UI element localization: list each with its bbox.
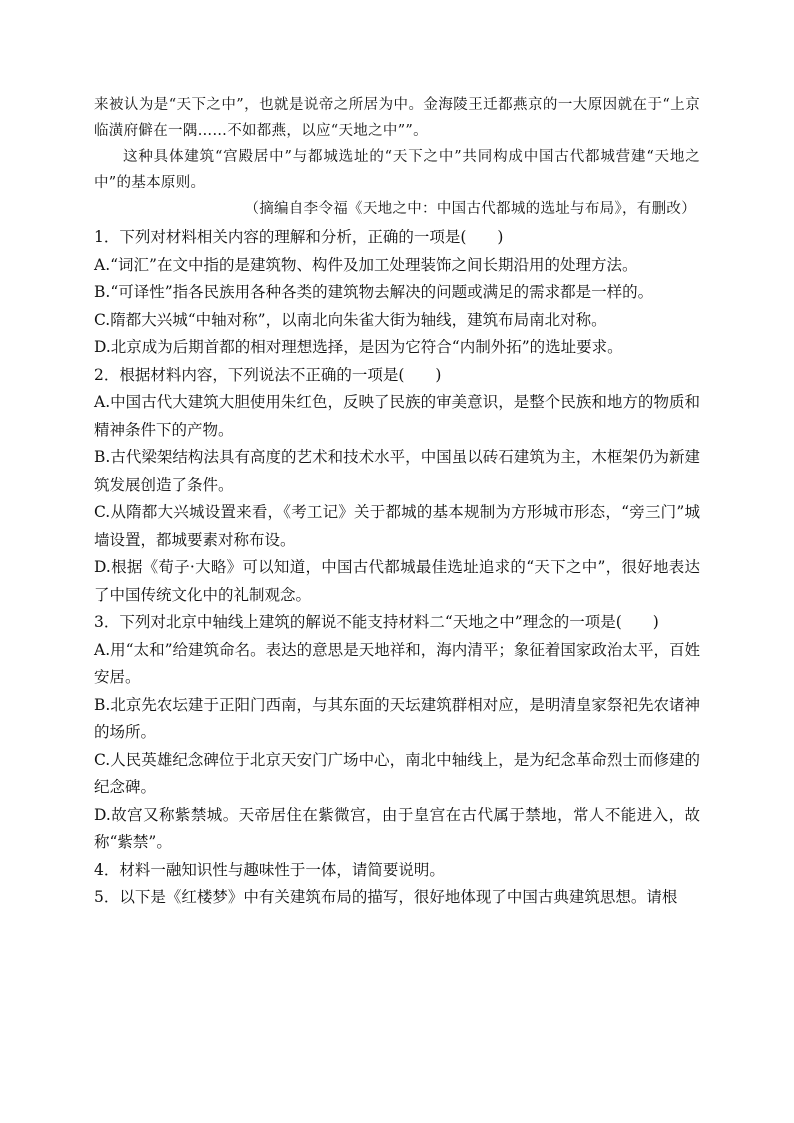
question-stem: 3．下列对北京中轴线上建筑的解说不能支持材料二“天地之中”理念的一项是( ) [94, 613, 659, 631]
passage-paragraph-2: 这种具体建筑“宫殿居中”与都城选址的“天下之中”共同构成中国古代都城营建“天地之中”的基本原则。 [94, 149, 700, 191]
option-d: D.故宫又称紫禁城。天帝居住在紫微宫，由于皇宫在古代属于禁地，常人不能进入，故称“紫禁”。 [94, 805, 700, 851]
question-stem: 4．材料一融知识性与趣味性于一体，请简要说明。 [94, 860, 445, 879]
passage-source: （摘编自李令福《天地之中：中国古代都城的选址与布局》，有删改） [244, 201, 696, 217]
option-d: D.根据《荀子·大略》可以知道，中国古代都城最佳选址追求的“天下之中”，很好地表达了中国传统文化中的礼制观念。 [94, 558, 700, 604]
option-a: A.“词汇”在文中指的是建筑物、构件及加工处理装饰之间长期沿用的处理方法。 [94, 255, 638, 274]
option-b: B.“可译性”指各民族用各种各类的建筑物去解决的问题或满足的需求都是一样的。 [94, 283, 654, 301]
document-content [94, 92, 700, 912]
question-5 [94, 884, 700, 912]
option-a: A.中国古代大建筑大胆使用朱红色，反映了民族的审美意识，是整个民族和地方的物质和精神条件下的产物。 [94, 393, 700, 439]
question-stem: 2．根据材料内容，下列说法不正确的一项是( ) [94, 365, 442, 384]
question-1 [94, 224, 700, 362]
question-stem: 5．以下是《红楼梦》中有关建筑布局的描写，很好地体现了中国古典建筑思想。请根 [94, 888, 678, 906]
option-b: B.北京先农坛建于正阳门西南，与其东面的天坛建筑群相对应，是明清皇家祭祀先农诸神的场所。 [94, 695, 700, 741]
option-b: B.古代梁架结构法具有高度的艺术和技术水平，中国虽以砖石建筑为主，木框架仍为新建筑发展创造了条件。 [94, 448, 700, 494]
option-a: A.用“太和”给建筑命名。表达的意思是天地祥和，海内清平；象征着国家政治太平，百姓安居。 [94, 640, 700, 686]
option-c: C.从隋都大兴城设置来看，《考工记》关于都城的基本规制为方形城市形态，“旁三门”城墙设置，都城要素对称布设。 [94, 503, 700, 549]
option-c: C.人民英雄纪念碑位于北京天安门广场中心，南北中轴线上，是为纪念革命烈士而修建的纪念碑。 [94, 750, 700, 796]
question-4 [94, 857, 700, 885]
question-2 [94, 362, 700, 610]
question-stem: 1．下列对材料相关内容的理解和分析，正确的一项是( ) [94, 228, 504, 246]
option-c: C.隋都大兴城“中轴对称”，以南北向朱雀大街为轴线，建筑布局南北对称。 [94, 310, 607, 329]
question-3 [94, 609, 700, 857]
passage-paragraph-1: 来被认为是“天下之中”，也就是说帝之所居为中。金海陵王迁都燕京的一大原因就在于“上京临潢府僻在一隅……不如都燕，以应“天地之中””。 [94, 97, 700, 139]
option-d: D.北京成为后期首都的相对理想选择，是因为它符合“内制外拓”的选址要求。 [94, 338, 623, 356]
